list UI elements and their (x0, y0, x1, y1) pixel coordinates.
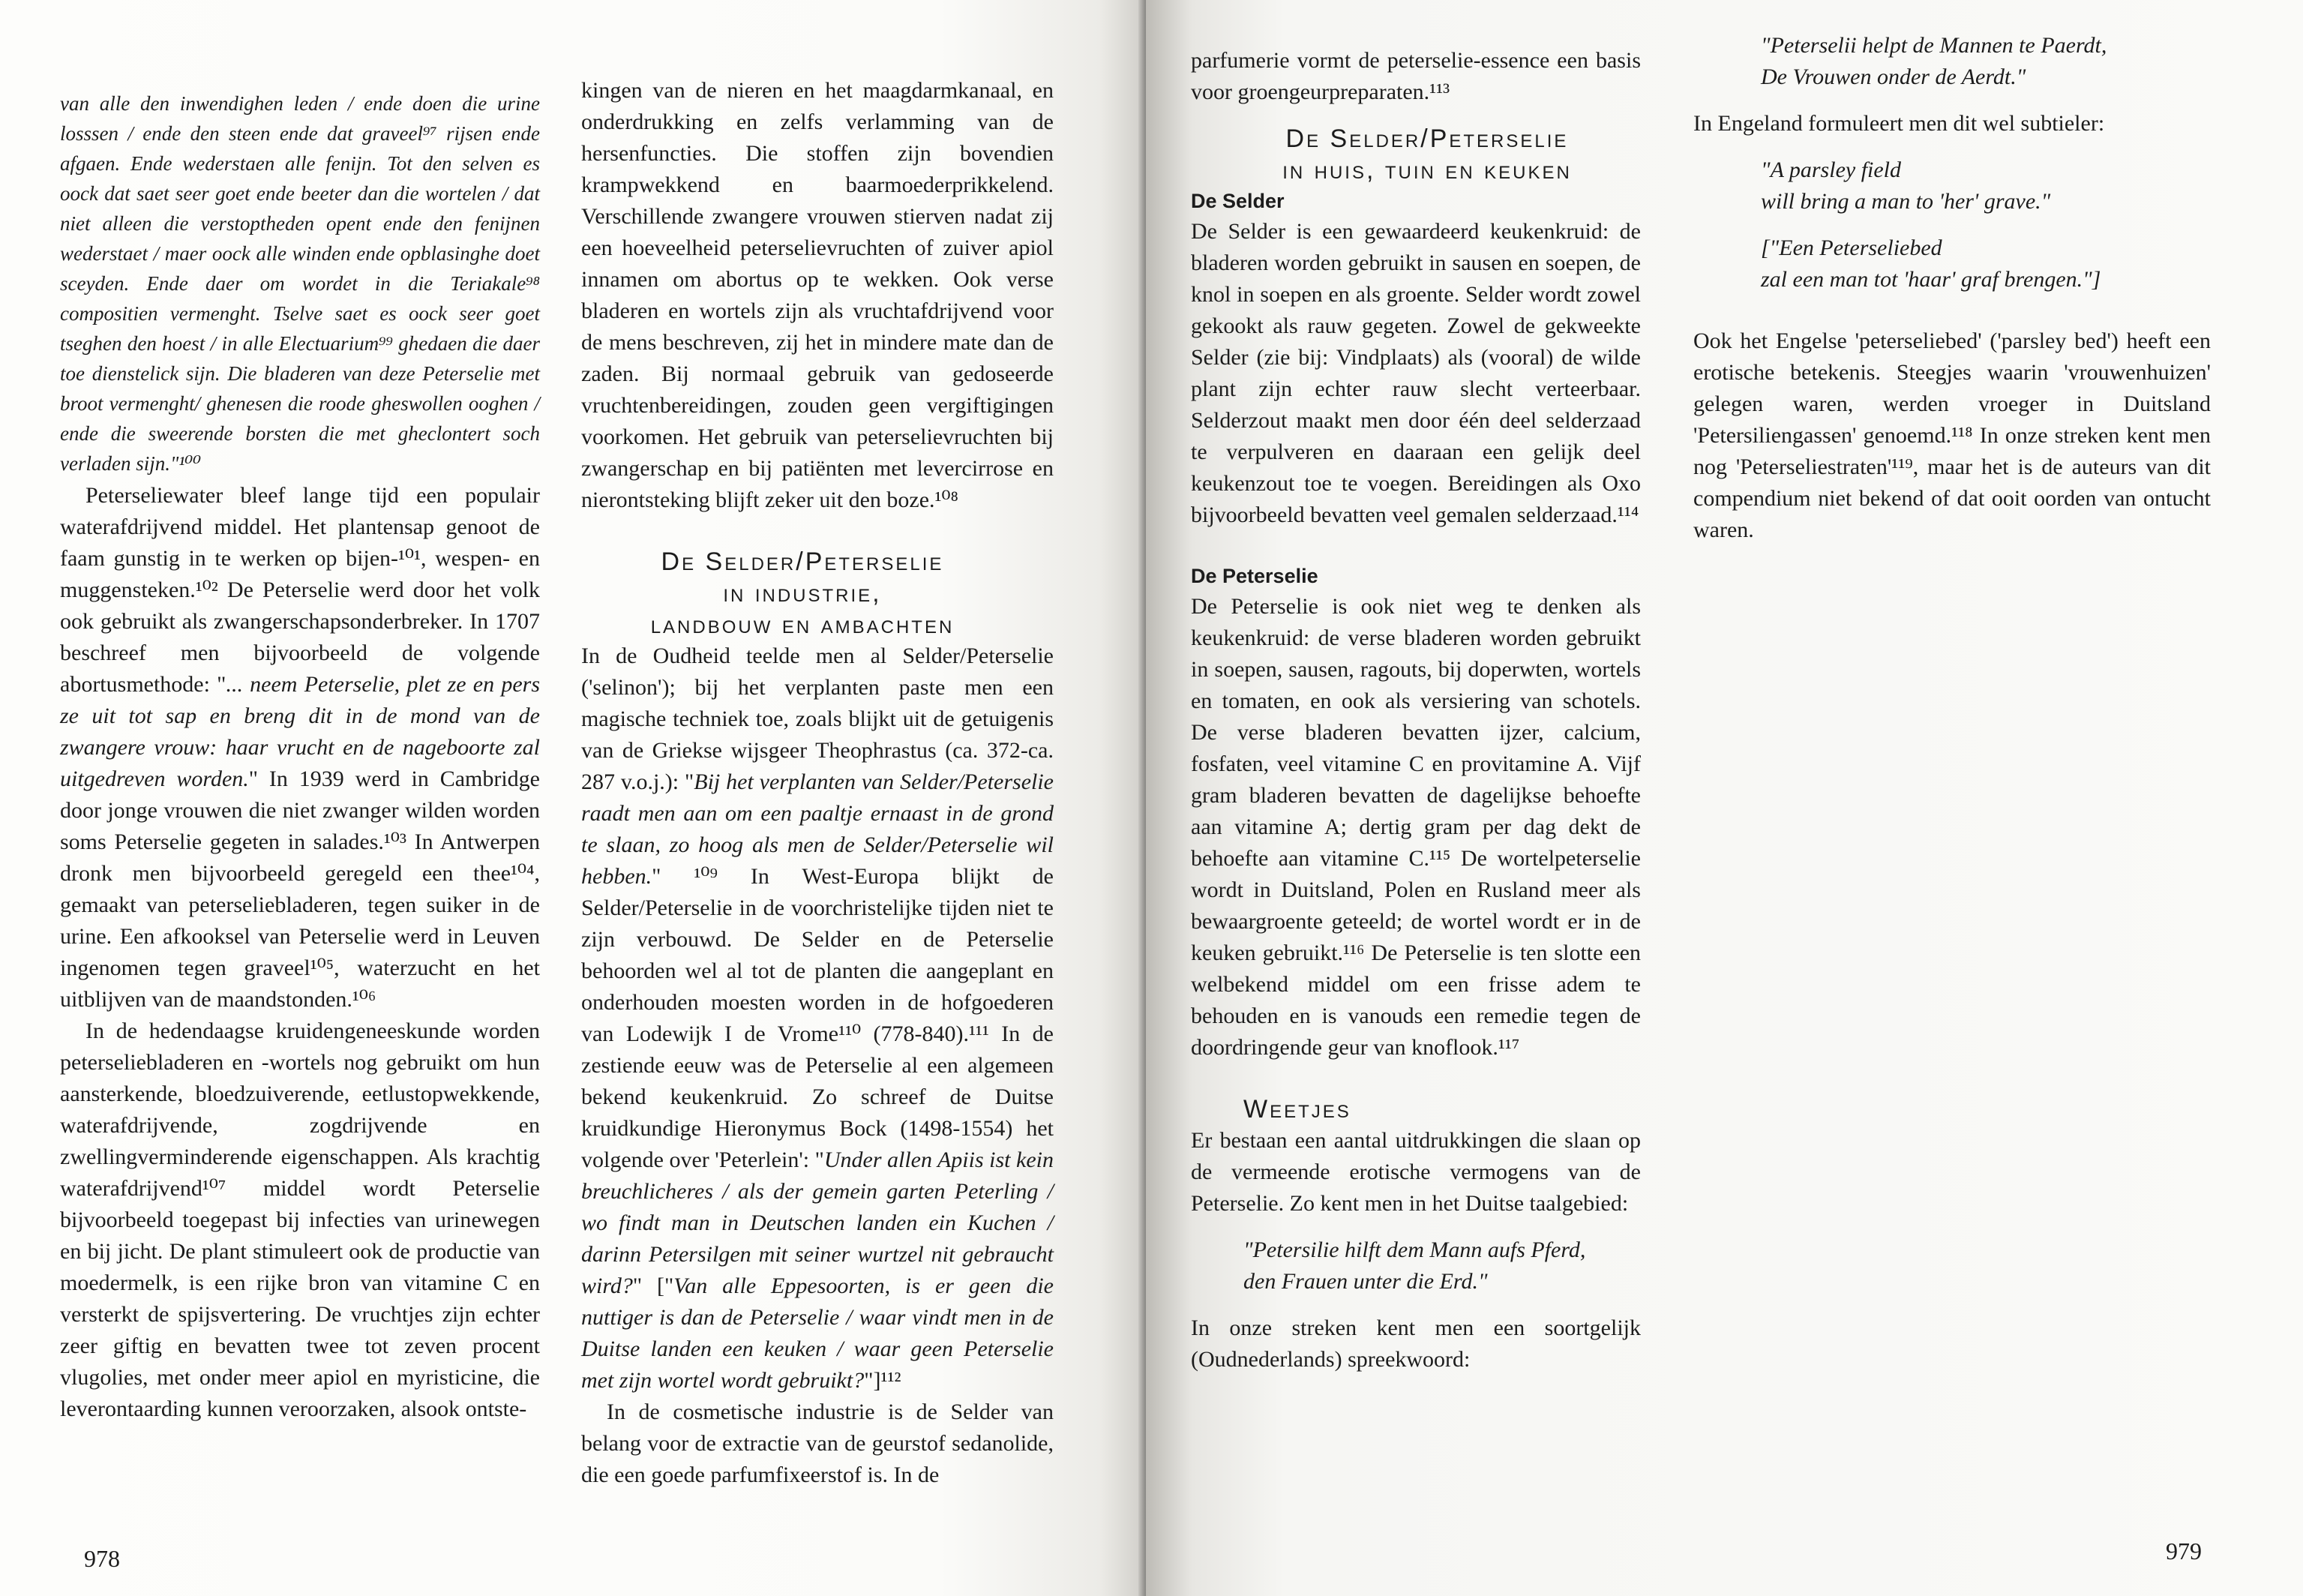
paragraph (60, 480, 540, 1016)
section-heading: Weetjes (1243, 1095, 1351, 1124)
verse-line: will bring a man to 'her' grave." (1761, 189, 2051, 214)
text-run: " In 1939 werd in Cambridge door jonge vrouwen die niet zwanger wilden worden soms Peterselie gegeten in salades.¹⁰³ In Antwerpen dronk men bijvoorbeeld geregeld een thee¹⁰⁴, gemaakt van peterseliebladeren, tegen suiker in de urine. Een afkooksel van Peterselie werd in Leuven ingenomen tegen graveel¹⁰⁵, waterzucht en het uitblijven van de maandstonden.¹⁰⁶ (60, 766, 540, 1012)
spacer (1191, 108, 1641, 123)
right-column-1 (1191, 45, 1641, 1376)
text-run: " ¹⁰⁹ In West-Europa blijkt de Selder/Peterselie in de voorchristelijke tijden niet te zijn verbouwd. De Selder en de Peterselie behoorden wel al tot de planten die aangeplant en onderhouden moesten worden in de hofgoederen van Lodewijk I de Vrome¹¹⁰ (778-840).¹¹¹ In de zestiende eeuw was de Peterselie al een algemeen bekend keukenkruid. Zo schreef de Duitse kruidkundige Hieronymus Bock (1498-1554) het volgende over 'Peterlein': " (581, 864, 1054, 1172)
italic-quote: ... neem Peterselie, plet ze en pers ze uit tot sap en breng dit in de mond van de zwangere vrouw: haar vrucht en de nageboorte zal uitgedreven worden. (60, 672, 540, 791)
historical-quote: van alle den inwendighen leden / ende doen die urine losssen / ende den steen ende dat graveel⁹⁷ rijsen ende afgaen. Ende wederstaen alle fenijn. Tot den selven es oock dat saet seer goet ende beeter dan die wortelen / dat niet alleen die verstoptheden opent ende den fenijnen wederstaet / maer oock alle winden ende opblasinghe doet sceyden. Ende daer om wordet in die Teriakale⁹⁸ compositien vermenght. Tselve saet es oock seer goet tseghen den hoest / in alle Electuarium⁹⁹ ghedaen die daer toe dienstelick sijn. Die bladeren van deze Peterselie met broot vermenght/ ghenesen die roode gheswollen ooghen / ende die sweerende borsten die met gheclontert soch verladen sijn."¹⁰⁰ (60, 92, 540, 475)
spacer (1693, 218, 2211, 232)
text-run: In de Oudheid teelde men al Selder/Peterselie ('selinon'); bij het verplanten paste men een magische techniek toe, zoals blijkt uit de getuigenis van de Griekse wijsgeer Theophrastus (ca. 372-ca. 287 v.o.j.): " (581, 644, 1054, 794)
section-heading (551, 546, 1054, 640)
verse-quote (1191, 1234, 1641, 1298)
verse-quote (1693, 232, 2211, 296)
section-heading (1213, 123, 1641, 186)
text-run: " [" (632, 1274, 674, 1298)
spacer (1191, 531, 1641, 561)
spacer (1693, 140, 2211, 154)
subheading: De Selder (1191, 190, 1285, 212)
paragraph: In onze streken kent men een soortgelijk (Oudnederlands) spreekwoord: (1191, 1316, 1641, 1372)
paragraph: In Engeland formuleert men dit wel subtieler: (1693, 111, 2105, 136)
italic-quote: Van alle Eppesoorten, is er geen die nuttiger is dan de Peterselie / waar vindt men in de Duitse landen een keuken / waar geen Peterselie met zijn wortel wordt gebruikt? (581, 1274, 1054, 1393)
left-column-1 (60, 88, 540, 1425)
paragraph: Er bestaan een aantal uitdrukkingen die slaan op de vermeende erotische vermogens van de Peterselie. Zo kent men in het Duitse taalgebied: (1191, 1128, 1641, 1216)
paragraph: De Peterselie is ook niet weg te denken als keukenkruid: de verse bladeren worden gebruikt in soepen, sausen, ragouts, bij doperwten, wortels en tomaten, en ook als versiering van schotels. De verse bladeren bevatten ijzer, calcium, fosfaten, veel vitamine C en provitamine A. Vijf gram bladeren bevatten de dagelijkse behoefte aan vitamine A; dertig gram per dag dekt de behoefte aan vitamine C.¹¹⁵ De wortelpeterselie wordt in Duitsland, Polen en Rusland meer als bewaargroente geteeld; de wortel wordt er in de keuken gebruikt.¹¹⁶ De Peterselie is ten slotte een welbekend middel om een frisse adem te behouden en is vanouds een remedie tegen de doordringende geur van knoflook.¹¹⁷ (1191, 594, 1641, 1060)
text-run: Peterseliewater bleef lange tijd een populair waterafdrijvend middel. Het plantensap genoot de faam gunstig in te werken op bijen-¹⁰¹, wespen- en muggensteken.¹⁰² De Peterselie werd door het volk ook gebruikt als zwangerschapsonderbreker. In 1707 beschreef men bijvoorbeeld de volgende abortusmethode: " (60, 483, 540, 697)
subheading: De Peterselie (1191, 565, 1318, 587)
heading-line: De Selder/Peterselie (661, 548, 944, 576)
italic-quote: Bij het verplanten van Selder/Peterselie raadt men aan om een paaltje ernaast in de grond te slaan, zo hoog als men de Selder/Peterselie wil hebben. (581, 770, 1054, 889)
spacer (1191, 1064, 1641, 1094)
verse-line: den Frauen unter die Erd." (1243, 1269, 1488, 1294)
paragraph: In de cosmetische industrie is de Selder van belang voor de extractie van de geurstof sedanolide, die een goede parfumfixeerstof is. In de (581, 1400, 1054, 1487)
italic-quote: Under allen Apiis ist kein breuchlicheres / als der gemein garten Peterling / wo findt man in Deutschen landen ein Kuchen / darinn Petersilgen mit seiner wurtzel nit gebraucht wird? (581, 1148, 1054, 1298)
spacer (1693, 93, 2211, 108)
right-column-2 (1693, 30, 2211, 546)
verse-quote (1693, 154, 2211, 218)
verse-line: De Vrouwen onder de Aerdt." (1761, 64, 2026, 89)
spacer (1191, 1220, 1641, 1234)
heading-line: landbouw en ambachten (650, 610, 955, 639)
paragraph: Ook het Engelse 'peterseliebed' ('parsley bed') heeft een erotische betekenis. Steegjes waarin 'vrouwenhuizen' gelegen waren, werden vroeger in Duitsland 'Petersiliengassen' genoemd.¹¹⁸ In onze streken kent men nog 'Peterseliestraten'¹¹⁹, maar het is de auteurs van dit compendium niet bekend of dat ooit oorden van ontucht waren. (1693, 328, 2211, 542)
heading-line: in huis, tuin en keuken (1282, 156, 1572, 184)
verse-quote (1693, 30, 2211, 93)
spacer (581, 516, 1054, 546)
page-number: 978 (84, 1545, 120, 1572)
text-run: "]¹¹² (864, 1368, 901, 1393)
left-column-2 (581, 75, 1054, 1491)
verse-line: "Peterselii helpt de Mannen te Paerdt, (1761, 33, 2107, 58)
spacer (1693, 296, 2211, 326)
verse-line: "Petersilie hilft dem Mann aufs Pferd, (1243, 1238, 1586, 1262)
heading-line: in industrie, (723, 579, 882, 608)
paragraph: De Selder is een gewaardeerd keukenkruid: de bladeren worden gebruikt in sausen en soepen, de knol in soepen en als groente. Selder wordt zowel gekookt als rauw gegeten. Zowel de gekweekte Selder (zie bij: Vindplaats) als (vooral) de wilde plant zijn echter rauw slecht verteerbaar. Selderzout maakt men door één deel selderzaad te verpulveren en daaraan een gelijk deel keukenzout toe te voegen. Bereidingen als Oxo bijvoorbeeld bevatten veel gemalen selderzaad.¹¹⁴ (1191, 219, 1641, 527)
paragraph: In de hedendaagse kruidengeneeskunde worden peterseliebladeren en -wortels nog gebruikt om hun aansterkende, bloedzuiverende, eetlustopwekkende, waterafdrijvende, zogdrijvende en zwellingverminderende eigenschappen. Als krachtig waterafdrijvend¹⁰⁷ middel wordt Peterselie bijvoorbeeld toegepast bij infecties van urinewegen en bij jicht. De plant stimuleert ook de productie van moedermelk, is een rijke bron van vitamine C en versterkt de spijsvertering. De vruchtjes zijn echter zeer giftig en bevatten twee tot zeven procent vlugolies, met onder meer apiol en myristicine, die leverontaarding kunnen veroorzaken, alsook ontste- (60, 1018, 540, 1421)
right-page (1146, 0, 2303, 1596)
paragraph (581, 640, 1054, 1396)
spacer (1191, 1298, 1641, 1312)
verse-line: zal een man tot 'haar' graf brengen."] (1761, 267, 2101, 292)
paragraph: parfumerie vormt de peterselie-essence een basis voor groengeurpreparaten.¹¹³ (1191, 48, 1641, 104)
left-page (0, 0, 1146, 1596)
paragraph: kingen van de nieren en het maagdarmkanaal, en onderdrukking en zelfs verlamming van de hersenfuncties. Die stoffen zijn bovendien krampwekkend en baarmoederprikkelend. Verschillende zwangere vrouwen stierven nadat zij een hoeveelheid peterselievruchten of zuiver apiol innamen om abortus op te wekken. Ook verse bladeren en wortels zijn als vruchtafdrijvend voor de mens beschreven, zij het in mindere mate dan de zaden. Bij normaal gebruik van gedoseerde vruchtenbereidingen, zouden geen vergiftigingen voorkomen. Het gebruik van peterselievruchten bij zwangerschap en bij patiënten met levercirrose en nierontsteking blijft zeker uit den boze.¹⁰⁸ (581, 78, 1054, 512)
heading-line: De Selder/Peterselie (1285, 124, 1569, 153)
page-number: 979 (2166, 1538, 2202, 1564)
verse-line: ["Een Peterseliebed (1761, 236, 1942, 260)
verse-line: "A parsley field (1761, 158, 1902, 182)
